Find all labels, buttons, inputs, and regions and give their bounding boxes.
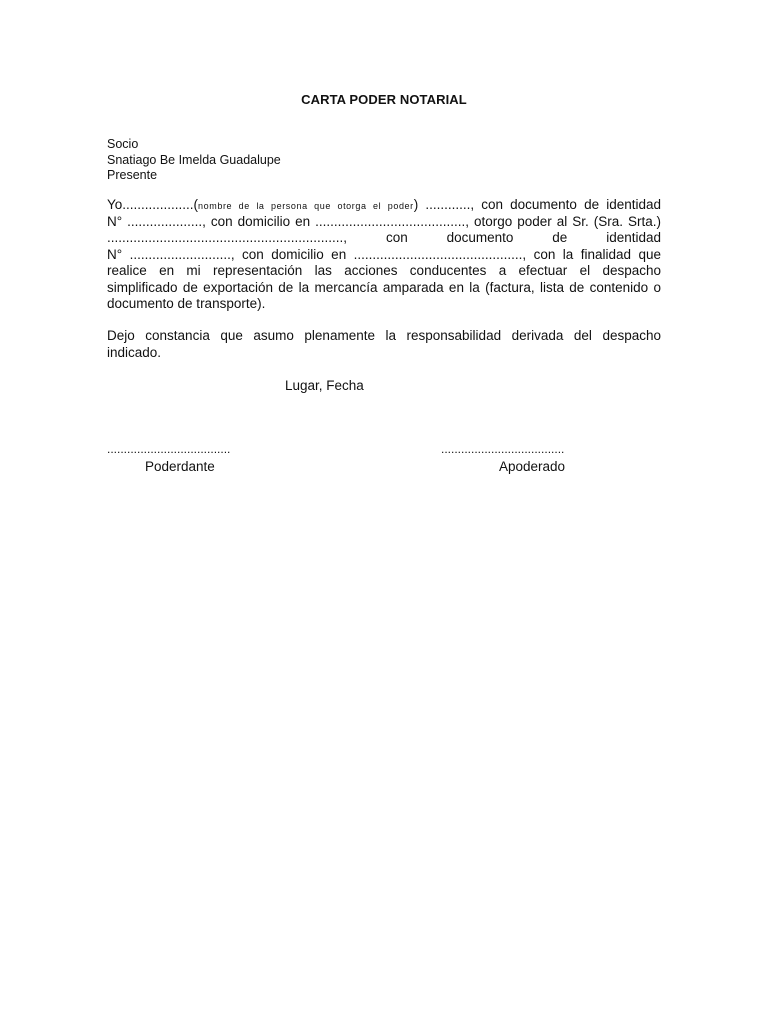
paragraph2-line-2: indicado.: [107, 344, 162, 360]
place-date: Lugar, Fecha: [285, 378, 364, 393]
recipient-line-2: Snatiago Be Imelda Guadalupe: [107, 152, 281, 167]
paragraph1-line-2: N° ...................., con domicilio en ........................................, otorgo poder al Sr. (Sra. Srta.): [107, 213, 661, 229]
paragraph1-line-1: [107, 197, 661, 214]
paragraph1-line-7: documento de transporte).: [107, 296, 266, 311]
paragraph1-line-3: ..............................................................., con documento de identidad: [107, 230, 661, 245]
grantor-signature-line: .....................................: [107, 442, 231, 456]
grantor-prefix: Yo...................(: [107, 197, 199, 212]
paragraph2-line-1: Dejo constancia que asumo plenamente la responsabilidad derivada del despacho: [107, 328, 661, 343]
recipient-line-1: Socio: [107, 137, 139, 151]
recipient-block: [107, 137, 281, 184]
paragraph1-line-5: realice en mi representación las acciones conducentes a efectuar el despacho: [107, 263, 661, 278]
attorney-signature-line: .....................................: [441, 442, 565, 456]
paragraph1-line-6: simplificado de exportación de la mercancía amparada en la (factura, lista de contenido o: [107, 279, 661, 295]
grantor-hint: nombre de la persona que otorga el poder: [198, 201, 414, 211]
paragraph-power-grant: [107, 197, 661, 313]
paragraph1-line-4: N° ..........................., con domicilio en ............................................., con la finalidad que: [107, 246, 661, 262]
grantor-suffix: ) ............, con documento de identidad: [413, 197, 661, 212]
paragraph-responsibility: [107, 328, 661, 361]
attorney-signature-label: Apoderado: [499, 459, 566, 474]
recipient-line-3: Presente: [107, 168, 158, 182]
document-title: CARTA PODER NOTARIAL: [301, 92, 467, 107]
grantor-signature-label: Poderdante: [145, 459, 215, 474]
